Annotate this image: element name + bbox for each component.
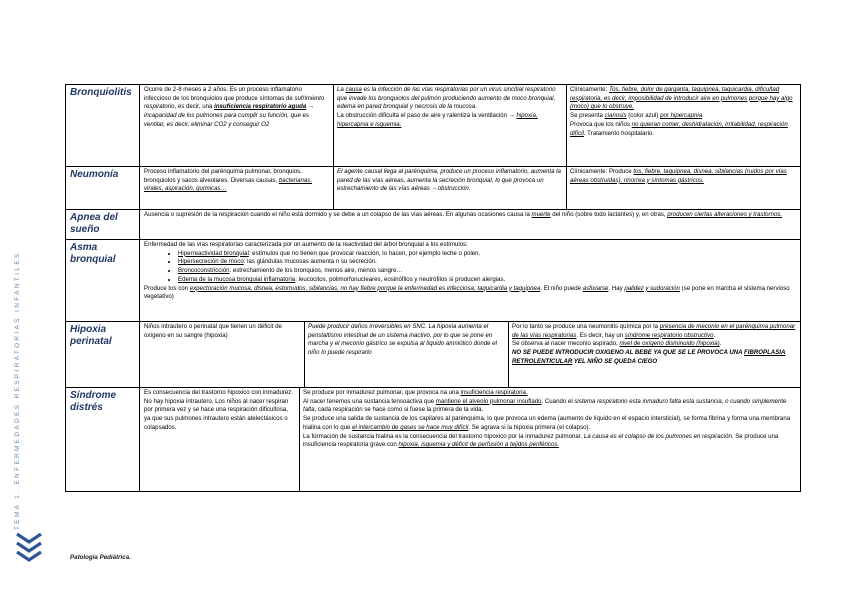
list-item: • Edema de la mucosa bronquial inflamatoria: leucocitos, polimorfonucleares, eosinófilos y neutrófilos si producen alergias. xyxy=(178,276,797,285)
asthma-bullet-list xyxy=(144,250,797,285)
cause-cell: Se produce por inmadurez pulmonar, que provoca na una insuficiencia respiratoria. Al nacer tenemos una sustancia tensoactiva que mantiene el alveolo pulmonar insuflado. Cuando el sistema respiratorio esta inmaduro falta esta sustancia, o cuando simplemente falta, cada respiración se hace como si fuese la primera de la vida. Se produce una salida de sustancia de los capilares al parénquima, lo que provoca un edema (aumento de líquido en el espacio intersticial), se forma fibrina y forma una membrana hialina con lo que el intercambio de gases se hace muy difícil. Se agrava si la hipoxia primera (el colapso). La formación de sustancia hialina es la consecuencia del trastorno hipoxico por la inmadurez pulmonar. La causa es el colapso de los pulmones en respiración. Se produce una insuficiencia respiratoria grave con hipoxia, isquemia y déficit de perfusión a tejidos periféricos. xyxy=(299,388,800,491)
row-title: Hipoxia perinatal xyxy=(66,322,140,387)
row-title: Bronquiolitis xyxy=(66,85,140,166)
table-row xyxy=(66,387,800,491)
description-cell: Proceso inflamatorio del parénquima pulmonar, bronquios, bronquiolos y sacos alveolares. Diversas causas, bacterianas, virales, aspiración, químicas… xyxy=(144,168,313,193)
row-title: Neumonía xyxy=(66,167,140,209)
cause-cell: La causa es la infección de las vías respiratorias por un virus sincitial respiratorio que invade los bronquiolos del pulmón produciendo aumento de moco bronquial, edema en pared bronquial y necrosis de la mucosa. La obstrucción dificulta el paso de aire y ralentiza la ventilación → hipoxia, hipercapnia e isquemia. xyxy=(333,85,566,166)
description-cell: Ocurre de 2-8 meses a 2 años. Es un proceso inflamatorio infeccioso de los bronquiolos que produce síntomas de sufrimiento respiratorio, es decir, una insuficiencia respiratorio aguda → incapacidad de los pulmones para cumplir su función, que es ventilar, es decir, eliminar CO2 y conseguir O2 xyxy=(144,86,325,128)
row-title: Asma bronquial xyxy=(66,240,140,321)
cause-cell: Puede producir daños irreversibles en SNC. La hipoxia aumenta el peristaltismo intestinal de un sistema inactivo, por lo que se pone en marcha y el meconio gástrico se expulsa al líquido amniótico donde el niño lo puede respirarlo xyxy=(304,322,508,387)
vertical-chapter-label: TEMA 1: ENFERMEDADES RESPIRATORIAS INFANTILES xyxy=(14,251,21,530)
clinical-cell: Clínicamente: Produce tos, fiebre, taquipnea, disnea, sibilancias (ruidos por vías aéreas obstruidas), rinorrea y síntomas gástricos. xyxy=(566,167,800,209)
clinical-cell: Por lo tanto se produce una neumonitis química por la presencia de meconio en el parénquima pulmonar de las vías respiratorias. Es decir, hay un síndrome respiratorio obstructivo. Se observa al nacer meconio aspirado, nivel de oxígeno disminuido (hipoxia). NO SE PUEDE INTRODUCIR OXIGENO AL BEBE YA QUE SE LE PROVOCA UNA FIBROPLASIA RETROLENTICULAR YEL NIÑO SE QUEDA CIEGO xyxy=(508,322,800,387)
description-cell: Ausencia o supresión de la respiración cuando el niño está dormido y se debe a un colapso de las vías aéreas. En algunas ocasiones causa la muerte del niño (sobre todo lactantes) y, en otras, producen ciertas alteraciones y trastornos. xyxy=(144,211,783,218)
row-title: Apnea del sueño xyxy=(66,210,140,239)
table-row xyxy=(66,209,800,239)
row-title: Síndrome distrés xyxy=(66,388,140,491)
table-row xyxy=(66,85,800,166)
description-cell: Niños intrautero o perinatal que tienen un déficit de oxígeno en su sangre (hipoxia) xyxy=(144,323,282,339)
list-item: • Hiperreactividad bronquial: estímulos que no tienen que provocar reacción, lo hacen, por ejemplo leche o polen. xyxy=(178,250,797,259)
table-row xyxy=(66,239,800,321)
table-row xyxy=(66,321,800,387)
clinical-cell: Clínicamente: Tos, fiebre, dolor de garganta, taquipnea, taquicardia, dificultad respiratoria, es decir, imposibilidad de introducir aire en pulmones porque hay algo (moco) que lo obstruye. Se presenta cianosis (color azul) por hipercapnia. Provoca que los niños no quieran comer, deshidratación, irritabilidad, respiración difícil. Tratamiento hospitalario. xyxy=(566,85,800,166)
table-row xyxy=(66,166,800,209)
description-cell: Enfermedad de las vías respiratorias caracterizada por un aumento de la reactividad del árbol bronquial a los estímulos: • Hiperreactividad bronquial: estímulos que no tienen que provocar reacción, lo hacen, por ejemplo leche o polen. • Hipersecreción de moco: las glándulas mucosas aumenta n su secreción. • Broncoconstricción: estrechamiento de los bronquios, menos aire, menos sangre… • Edema de la mucosa bronquial inflamatoria: leucocitos, polimorfonucleares, eosinófilos y neutrófilos si producen alergias. Produce tos con expectoración mucosa, disnea, estornudos, sibilancias, no hay fiebre porque la enfermedad es infecciosa, taquicardia y taquipnea. El niño puede asfixiarse. Hay palidez y sudoración (se pone en marcha el sistema nervioso vegetativo) xyxy=(141,240,800,321)
disease-table xyxy=(65,84,801,492)
chevron-stack-icon xyxy=(15,530,43,564)
cause-cell: El agente causal llega al parénquima, produce un proceso inflamatorio, aumenta la pared de las vías aéreas, aumenta la secreción bronquial, lo que provoca un estrechamiento de las vías aéreas →obstrucción. xyxy=(333,167,566,209)
list-item: • Broncoconstricción: estrechamiento de los bronquios, menos aire, menos sangre… xyxy=(178,267,797,276)
list-item: • Hipersecreción de moco: las glándulas mucosas aumenta n su secreción. xyxy=(178,258,797,267)
description-cell: Es consecuencia del trastorno hipoxico con inmadurez. No hay hipoxia intrautero. Los niños al nacer respiran por primera vez y se hace una respiración dificultosa, ya que sus pulmones intrautero están atelectásicos o colapsados. xyxy=(144,389,294,431)
footer-text: Patología Pediátrica. xyxy=(70,554,131,561)
